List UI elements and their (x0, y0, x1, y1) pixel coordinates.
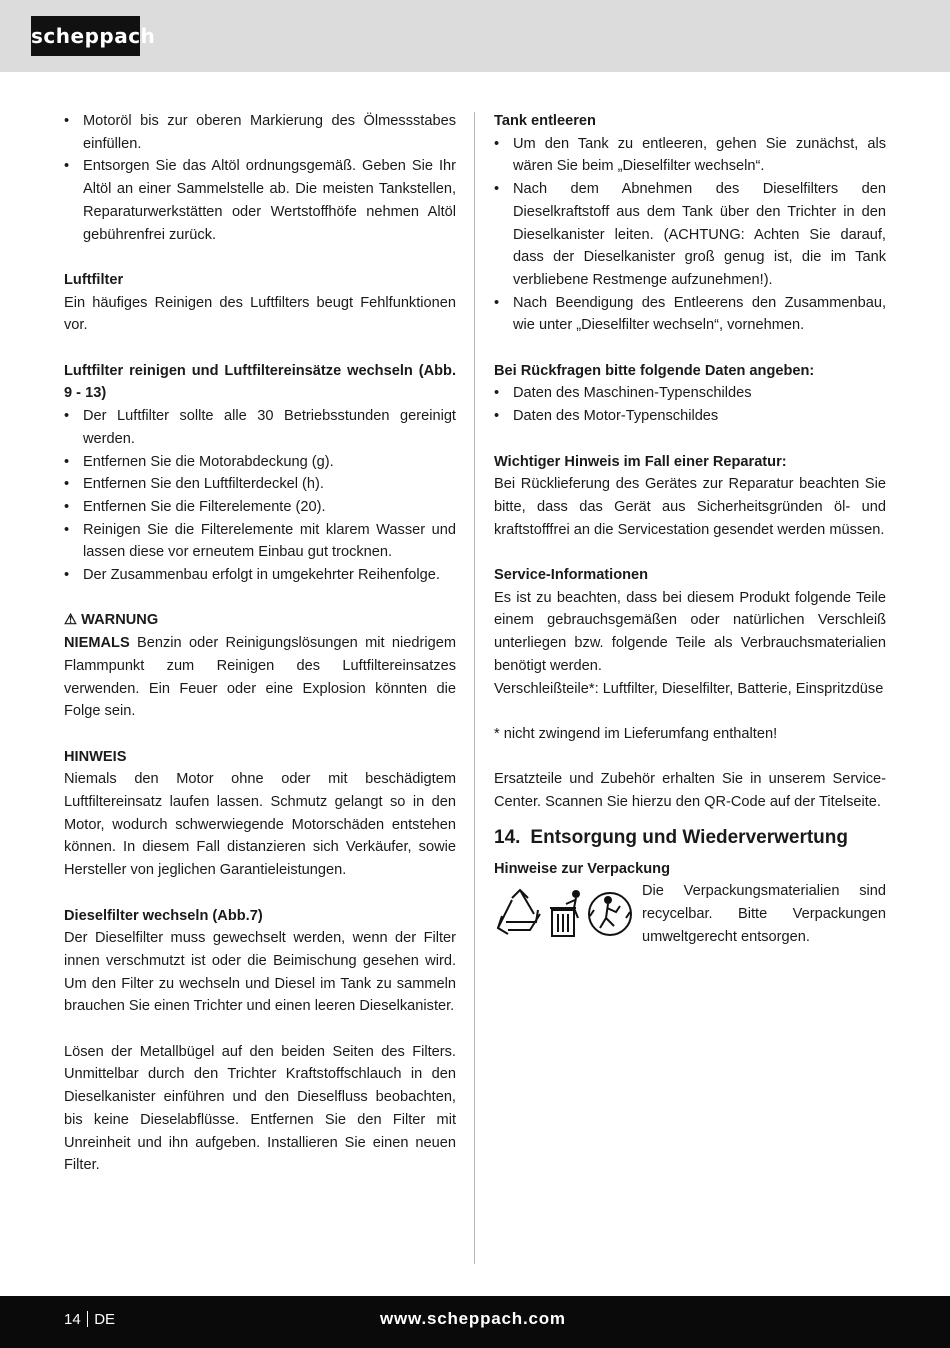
list-item: • Um den Tank zu entleeren, gehen Sie zunächst, als wären Sie beim „Dieselfilter wechseln“. (494, 133, 886, 178)
packaging-text: Die Verpackungsmaterialien sind recycelbar. Bitte Verpackungen umweltgerecht entsorgen. (642, 883, 886, 945)
section-title-text: Entsorgung und Wiederverwertung (530, 826, 848, 848)
oil-list (64, 110, 456, 246)
packaging-heading: Hinweise zur Verpackung (494, 860, 670, 877)
trash-bin-icon (550, 891, 579, 936)
footer-bar (0, 1296, 950, 1348)
brand-logo: scheppach (31, 16, 140, 56)
list-item: • Der Zusammenbau erfolgt in umgekehrter Reihenfolge. (64, 564, 456, 587)
column-divider (474, 112, 475, 1264)
warning-icon: ⚠ (64, 612, 78, 629)
section-title (494, 826, 886, 850)
list-item: • Entsorgen Sie das Altöl ordnungsgemäß. Geben Sie Ihr Altöl an einer Sammelstelle ab. Die meisten Tankstellen, Reparaturwerkstätten oder Wertstoffhöfe nehmen Altöl gebührenfrei zurück. (64, 155, 456, 246)
list-item: • Daten des Maschinen-Typenschildes (494, 382, 886, 405)
list-item: • Daten des Motor-Typenschildes (494, 405, 886, 428)
page-indicator (64, 1311, 115, 1328)
tank-list (494, 133, 886, 337)
warning-heading: WARNUNG (81, 612, 159, 629)
list-item: • Nach dem Abnehmen des Dieselfilters den Dieselkraftstoff aus dem Tank über den Trichter in den Dieselkanister leiten. (ACHTUNG: Achten Sie darauf, dass der Dieselkanister groß genug ist, die im Tank verbliebene Restmenge aufzunehmen!). (494, 178, 886, 292)
wear-parts-text: Verschleißteile*: Luftfilter, Dieselfilter, Batterie, Einspritzdüse (494, 680, 884, 697)
airfilter-text: Ein häufiges Reinigen des Luftfilters beugt Fehlfunktionen vor. (64, 294, 456, 334)
diesel-text-1: Der Dieselfilter muss gewechselt werden, wenn der Filter innen verschmutzt ist oder die Beimischung gesehen wird. Um den Filter zu wechseln und Diesel im Tank zu sammeln brauchen Sie einen Trichter und einen leeren Dieselkanister. (64, 930, 456, 1015)
list-item: • Entfernen Sie den Luftfilterdeckel (h). (64, 473, 456, 496)
packaging-row (494, 880, 886, 948)
service-text: Es ist zu beachten, dass bei diesem Produkt folgende Teile einem gebrauchsgemäßen oder natürlichen Verschleiß unterliegen bzw. folgende Teile als Verbrauchsmaterialien benötigt werden. (494, 589, 886, 674)
right-column (494, 110, 886, 948)
airfilter-heading: Luftfilter (64, 271, 124, 288)
diesel-text-2: Lösen der Metallbügel auf den beiden Seiten des Filters. Unmittelbar durch den Trichter Kraftstoffschlauch in den Dieselkanister einführen und den Dieselfluss beobachten, bis keine Dieselabflüsse. Entfernen Sie den Filter mit Unreinheit und ihn aufgeben. Installieren Sie einen neuen Filter. (64, 1043, 456, 1174)
note-heading: HINWEIS (64, 748, 127, 765)
clean-heading: Luftfilter reinigen und Luftfiltereinsätze wechseln (Abb. 9 - 13) (64, 362, 456, 402)
disposal-icons (494, 886, 634, 942)
service-heading: Service-Informationen (494, 567, 649, 584)
repair-text: Bei Rücklieferung des Gerätes zur Reparatur beachten Sie bitte, dass das Gerät aus Sicherheitsgründen öl- und kraftstofffrei an die Servicestation gesendet werden müssen. (494, 476, 886, 538)
list-item: • Reinigen Sie die Filterelemente mit klarem Wasser und lassen diese vor erneutem Einbau gut trocknen. (64, 519, 456, 564)
questions-list (494, 382, 886, 427)
header-bar (0, 0, 950, 72)
warning-heading-line (64, 609, 456, 632)
list-item: • Entfernen Sie die Motorabdeckung (g). (64, 451, 456, 474)
note-text: Niemals den Motor ohne oder mit beschädigtem Luftfiltereinsatz laufen lassen. Schmutz gelangt so in den Motor, wodurch schwerwiegende Motorschäden entstehen können. In diesem Fall distanzieren sich Verkäufer, sowie Hersteller von jeglichen Garantieleistungen. (64, 771, 456, 879)
questions-heading: Bei Rückfragen bitte folgende Daten angeben: (494, 362, 815, 379)
language-code: DE (94, 1311, 116, 1328)
warning-text (64, 632, 456, 723)
list-item: • Der Luftfilter sollte alle 30 Betriebsstunden gereinigt werden. (64, 405, 456, 450)
warning-lead: NIEMALS (64, 635, 130, 652)
left-column (64, 110, 456, 1177)
page-number: 14 (64, 1311, 81, 1328)
tank-heading: Tank entleeren (494, 113, 596, 129)
list-item: • Motoröl bis zur oberen Markierung des Ölmessstabes einfüllen. (64, 110, 456, 155)
diesel-heading: Dieselfilter wechseln (Abb.7) (64, 907, 263, 924)
clean-list (64, 405, 456, 587)
footnote-text: * nicht zwingend im Lieferumfang enthalten! (494, 725, 778, 742)
section-number: 14. (494, 826, 521, 848)
warning-body: Benzin oder Reinigungslösungen mit niedrigem Flammpunkt zum Reinigen des Luftfiltereinsatzes verwenden. Ein Feuer oder eine Explosion könnten die Folge sein. (64, 635, 456, 720)
list-item: • Nach Beendigung des Entleerens den Zusammenbau, wie unter „Dieselfilter wechseln“, vornehmen. (494, 292, 886, 337)
list-item: • Entfernen Sie die Filterelemente (20). (64, 496, 456, 519)
repair-heading: Wichtiger Hinweis im Fall einer Reparatur: (494, 453, 787, 470)
recycling-icon (498, 890, 540, 934)
spare-parts-text: Ersatzteile und Zubehör erhalten Sie in unserem Service-Center. Scannen Sie hierzu den QR-Code auf der Titelseite. (494, 771, 886, 811)
website-url[interactable]: www.scheppach.com (380, 1309, 566, 1328)
person-recycling-icon (589, 893, 631, 935)
